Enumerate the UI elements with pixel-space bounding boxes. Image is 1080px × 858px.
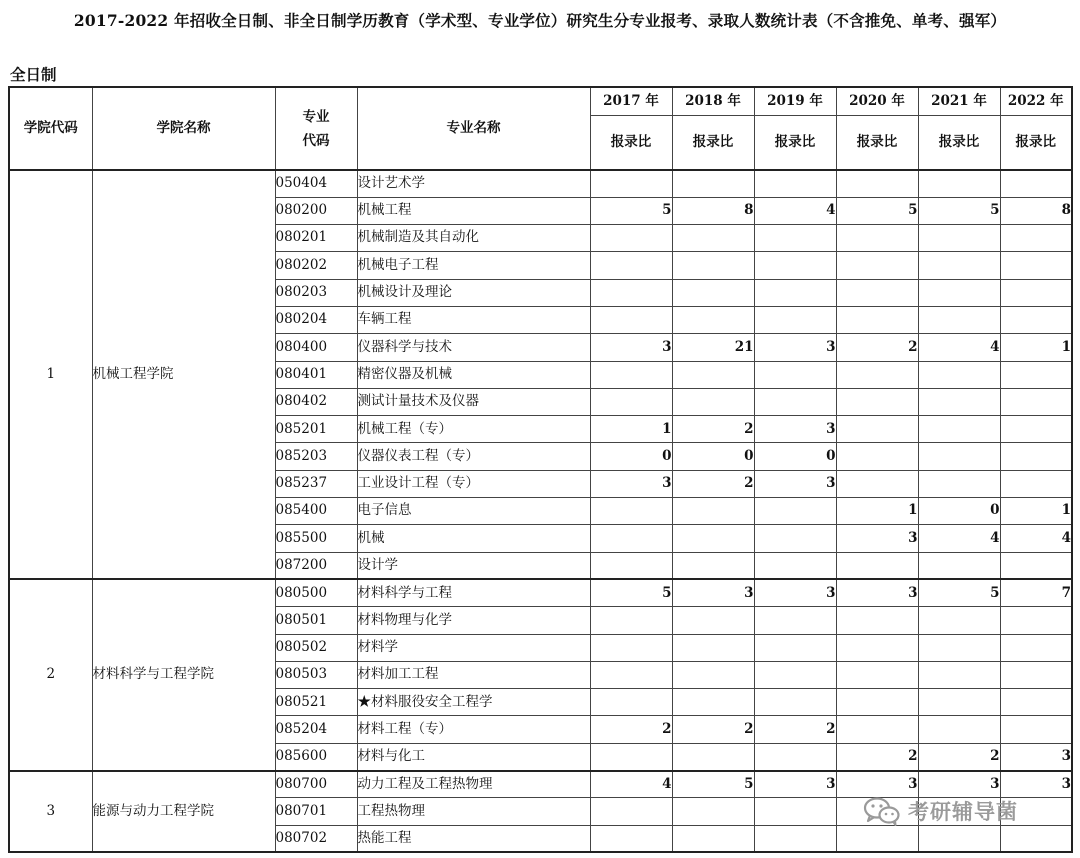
ratio-cell: [918, 443, 1000, 470]
ratio-cell: [754, 170, 836, 197]
ratio-cell: 4: [590, 771, 672, 798]
ratio-cell: [836, 306, 918, 333]
ratio-cell: [590, 607, 672, 634]
ratio-cell: 7: [1000, 579, 1072, 606]
ratio-cell: [918, 306, 1000, 333]
ratio-cell: [672, 689, 754, 716]
ratio-cell: [590, 689, 672, 716]
ratio-cell: [672, 825, 754, 852]
ratio-cell: 21: [672, 334, 754, 361]
ratio-cell: [836, 607, 918, 634]
ratio-cell: 5: [918, 579, 1000, 606]
table-row: [9, 170, 1072, 197]
ratio-cell: [754, 743, 836, 770]
major-name-cell: 机械工程（专）: [357, 416, 590, 443]
table-row: [9, 579, 1072, 606]
major-code-cell: 080501: [275, 607, 357, 634]
header-year: 2019 年: [754, 87, 836, 116]
major-code-cell: 085237: [275, 470, 357, 497]
major-name-cell: 材料与化工: [357, 743, 590, 770]
header-ratio: 报录比: [672, 116, 754, 171]
ratio-cell: [918, 716, 1000, 743]
college-code-cell: 3: [9, 771, 92, 853]
ratio-cell: [672, 361, 754, 388]
college-name-cell: 能源与动力工程学院: [92, 771, 275, 853]
ratio-cell: [754, 634, 836, 661]
major-name-cell: 机械工程: [357, 197, 590, 224]
header-major-name: 专业名称: [357, 87, 590, 170]
ratio-cell: [836, 661, 918, 688]
ratio-cell: 2: [590, 716, 672, 743]
major-code-cell: 080203: [275, 279, 357, 306]
ratio-cell: [754, 798, 836, 825]
college-name-cell: 材料科学与工程学院: [92, 579, 275, 770]
college-code-cell: 1: [9, 170, 92, 579]
ratio-cell: 4: [754, 197, 836, 224]
ratio-cell: [918, 634, 1000, 661]
major-name-cell: 材料工程（专）: [357, 716, 590, 743]
major-name-cell: 设计艺术学: [357, 170, 590, 197]
ratio-cell: [1000, 306, 1072, 333]
major-code-cell: 080202: [275, 252, 357, 279]
section-label: 全日制: [10, 65, 57, 84]
ratio-cell: [1000, 607, 1072, 634]
major-code-cell: 087200: [275, 552, 357, 579]
ratio-cell: [1000, 443, 1072, 470]
ratio-cell: 4: [1000, 525, 1072, 552]
ratio-cell: [1000, 388, 1072, 415]
table-row: [9, 771, 1072, 798]
ratio-cell: [754, 388, 836, 415]
ratio-cell: [754, 689, 836, 716]
ratio-cell: [1000, 825, 1072, 852]
ratio-cell: 5: [672, 771, 754, 798]
ratio-cell: [672, 661, 754, 688]
ratio-cell: 3: [836, 525, 918, 552]
major-name-cell: 精密仪器及机械: [357, 361, 590, 388]
ratio-cell: 5: [836, 197, 918, 224]
ratio-cell: [918, 689, 1000, 716]
major-name-cell: 工业设计工程（专）: [357, 470, 590, 497]
ratio-cell: 3: [754, 416, 836, 443]
ratio-cell: [672, 388, 754, 415]
ratio-cell: [754, 825, 836, 852]
ratio-cell: [1000, 279, 1072, 306]
major-code-cell: 085203: [275, 443, 357, 470]
ratio-cell: 0: [590, 443, 672, 470]
ratio-cell: [1000, 634, 1072, 661]
ratio-cell: 3: [590, 334, 672, 361]
watermark-text: 考研辅导菌: [908, 800, 1018, 824]
ratio-cell: [672, 225, 754, 252]
ratio-cell: [836, 252, 918, 279]
major-code-cell: 080700: [275, 771, 357, 798]
major-code-cell: 085600: [275, 743, 357, 770]
ratio-cell: [590, 252, 672, 279]
major-name-cell: 材料科学与工程: [357, 579, 590, 606]
major-code-cell: 050404: [275, 170, 357, 197]
ratio-cell: [590, 225, 672, 252]
ratio-cell: [918, 552, 1000, 579]
ratio-cell: [1000, 416, 1072, 443]
major-name-cell: 机械: [357, 525, 590, 552]
major-code-cell: 085400: [275, 498, 357, 525]
major-name-cell: 材料加工工程: [357, 661, 590, 688]
ratio-cell: [836, 689, 918, 716]
ratio-cell: 3: [754, 470, 836, 497]
ratio-cell: 3: [836, 771, 918, 798]
ratio-cell: 2: [836, 334, 918, 361]
ratio-cell: 2: [836, 743, 918, 770]
major-code-cell: 080204: [275, 306, 357, 333]
header-college-code: 学院代码: [9, 87, 92, 170]
ratio-cell: [754, 552, 836, 579]
major-code-cell: 080503: [275, 661, 357, 688]
major-code-cell: 080701: [275, 798, 357, 825]
ratio-cell: [672, 525, 754, 552]
ratio-cell: [672, 498, 754, 525]
ratio-cell: [590, 634, 672, 661]
ratio-cell: [918, 225, 1000, 252]
ratio-cell: [672, 279, 754, 306]
ratio-cell: [836, 388, 918, 415]
ratio-cell: 0: [918, 498, 1000, 525]
ratio-cell: [672, 798, 754, 825]
ratio-cell: [672, 552, 754, 579]
ratio-cell: 5: [590, 579, 672, 606]
ratio-cell: [836, 361, 918, 388]
header-year: 2020 年: [836, 87, 918, 116]
major-name-cell: 材料学: [357, 634, 590, 661]
ratio-cell: [918, 361, 1000, 388]
ratio-cell: [754, 607, 836, 634]
major-name-cell: 材料物理与化学: [357, 607, 590, 634]
ratio-cell: [590, 388, 672, 415]
wechat-icon: [862, 796, 902, 826]
major-name-cell: 动力工程及工程热物理: [357, 771, 590, 798]
ratio-cell: [672, 634, 754, 661]
ratio-cell: [918, 170, 1000, 197]
statistics-table: [8, 86, 1073, 853]
ratio-cell: [836, 279, 918, 306]
ratio-cell: [590, 361, 672, 388]
page-title: 2017-2022 年招收全日制、非全日制学历教育（学术型、专业学位）研究生分专业报考、录取人数统计表（不含推免、单考、强军）: [73, 11, 1007, 30]
ratio-cell: 1: [1000, 334, 1072, 361]
header-year: 2022 年: [1000, 87, 1072, 116]
ratio-cell: [1000, 470, 1072, 497]
header-ratio: 报录比: [590, 116, 672, 171]
ratio-cell: 5: [590, 197, 672, 224]
ratio-cell: [836, 825, 918, 852]
ratio-cell: 3: [918, 771, 1000, 798]
ratio-cell: [836, 470, 918, 497]
ratio-cell: [1000, 252, 1072, 279]
ratio-cell: [590, 661, 672, 688]
ratio-cell: [754, 361, 836, 388]
ratio-cell: 2: [672, 416, 754, 443]
ratio-cell: [918, 470, 1000, 497]
ratio-cell: [754, 252, 836, 279]
ratio-cell: 3: [1000, 743, 1072, 770]
header-ratio: 报录比: [836, 116, 918, 171]
ratio-cell: [590, 525, 672, 552]
ratio-cell: 0: [754, 443, 836, 470]
major-name-cell: 热能工程: [357, 825, 590, 852]
ratio-cell: [1000, 689, 1072, 716]
ratio-cell: 3: [672, 579, 754, 606]
ratio-cell: [590, 498, 672, 525]
ratio-cell: [918, 607, 1000, 634]
college-code-cell: 2: [9, 579, 92, 770]
watermark: [862, 796, 1018, 826]
ratio-cell: [836, 443, 918, 470]
major-code-cell: 080401: [275, 361, 357, 388]
ratio-cell: [918, 661, 1000, 688]
ratio-cell: [1000, 716, 1072, 743]
ratio-cell: 3: [590, 470, 672, 497]
major-code-cell: 080502: [275, 634, 357, 661]
ratio-cell: [836, 416, 918, 443]
major-code-cell: 080521: [275, 689, 357, 716]
ratio-cell: [1000, 170, 1072, 197]
header-major-code: [275, 87, 357, 170]
major-code-cell: 085201: [275, 416, 357, 443]
table-header: [9, 87, 1072, 170]
ratio-cell: [918, 279, 1000, 306]
ratio-cell: [672, 743, 754, 770]
major-name-cell: 机械电子工程: [357, 252, 590, 279]
major-name-cell: 电子信息: [357, 498, 590, 525]
major-name-cell: 设计学: [357, 552, 590, 579]
header-ratio: 报录比: [1000, 116, 1072, 171]
header-ratio: 报录比: [754, 116, 836, 171]
ratio-cell: 0: [672, 443, 754, 470]
header-year: 2021 年: [918, 87, 1000, 116]
ratio-cell: [590, 170, 672, 197]
header-college-name: 学院名称: [92, 87, 275, 170]
ratio-cell: 3: [754, 334, 836, 361]
major-code-cell: 080402: [275, 388, 357, 415]
ratio-cell: [754, 279, 836, 306]
ratio-cell: 3: [836, 579, 918, 606]
ratio-cell: 8: [1000, 197, 1072, 224]
major-code-cell: 080400: [275, 334, 357, 361]
ratio-cell: 4: [918, 525, 1000, 552]
ratio-cell: [754, 661, 836, 688]
ratio-cell: 1: [1000, 498, 1072, 525]
header-year: 2018 年: [672, 87, 754, 116]
ratio-cell: 3: [754, 579, 836, 606]
ratio-cell: 3: [1000, 771, 1072, 798]
ratio-cell: [1000, 661, 1072, 688]
ratio-cell: [836, 170, 918, 197]
major-code-cell: 085500: [275, 525, 357, 552]
header-major-code-line1: 专业: [302, 108, 330, 125]
major-name-cell: 机械设计及理论: [357, 279, 590, 306]
header-major-code-line2: 代码: [302, 132, 330, 149]
major-code-cell: 080200: [275, 197, 357, 224]
ratio-cell: 2: [672, 716, 754, 743]
header-ratio: 报录比: [918, 116, 1000, 171]
major-name-cell: 仪器仪表工程（专）: [357, 443, 590, 470]
ratio-cell: [918, 825, 1000, 852]
ratio-cell: [754, 225, 836, 252]
ratio-cell: [1000, 225, 1072, 252]
ratio-cell: [590, 552, 672, 579]
ratio-cell: [590, 798, 672, 825]
major-name-cell: ★材料服役安全工程学: [357, 689, 590, 716]
table-body: [9, 170, 1072, 852]
ratio-cell: [590, 306, 672, 333]
ratio-cell: 5: [918, 197, 1000, 224]
major-code-cell: 085204: [275, 716, 357, 743]
ratio-cell: [672, 252, 754, 279]
college-name-cell: 机械工程学院: [92, 170, 275, 579]
ratio-cell: 1: [836, 498, 918, 525]
major-code-cell: 080702: [275, 825, 357, 852]
major-code-cell: 080500: [275, 579, 357, 606]
header-year: 2017 年: [590, 87, 672, 116]
major-name-cell: 仪器科学与技术: [357, 334, 590, 361]
ratio-cell: [590, 743, 672, 770]
ratio-cell: 8: [672, 197, 754, 224]
ratio-cell: [590, 825, 672, 852]
ratio-cell: 4: [918, 334, 1000, 361]
ratio-cell: [918, 388, 1000, 415]
ratio-cell: 1: [590, 416, 672, 443]
ratio-cell: [836, 225, 918, 252]
ratio-cell: [672, 306, 754, 333]
ratio-cell: 3: [754, 771, 836, 798]
ratio-cell: [836, 716, 918, 743]
ratio-cell: [672, 607, 754, 634]
ratio-cell: [836, 552, 918, 579]
major-name-cell: 工程热物理: [357, 798, 590, 825]
ratio-cell: [590, 279, 672, 306]
major-code-cell: 080201: [275, 225, 357, 252]
ratio-cell: [918, 252, 1000, 279]
ratio-cell: [754, 498, 836, 525]
major-name-cell: 车辆工程: [357, 306, 590, 333]
major-name-cell: 测试计量技术及仪器: [357, 388, 590, 415]
ratio-cell: [754, 306, 836, 333]
ratio-cell: [754, 525, 836, 552]
ratio-cell: [918, 416, 1000, 443]
ratio-cell: 2: [918, 743, 1000, 770]
ratio-cell: [672, 170, 754, 197]
ratio-cell: 2: [754, 716, 836, 743]
major-name-cell: 机械制造及其自动化: [357, 225, 590, 252]
ratio-cell: 2: [672, 470, 754, 497]
ratio-cell: [1000, 552, 1072, 579]
ratio-cell: [836, 634, 918, 661]
ratio-cell: [1000, 361, 1072, 388]
